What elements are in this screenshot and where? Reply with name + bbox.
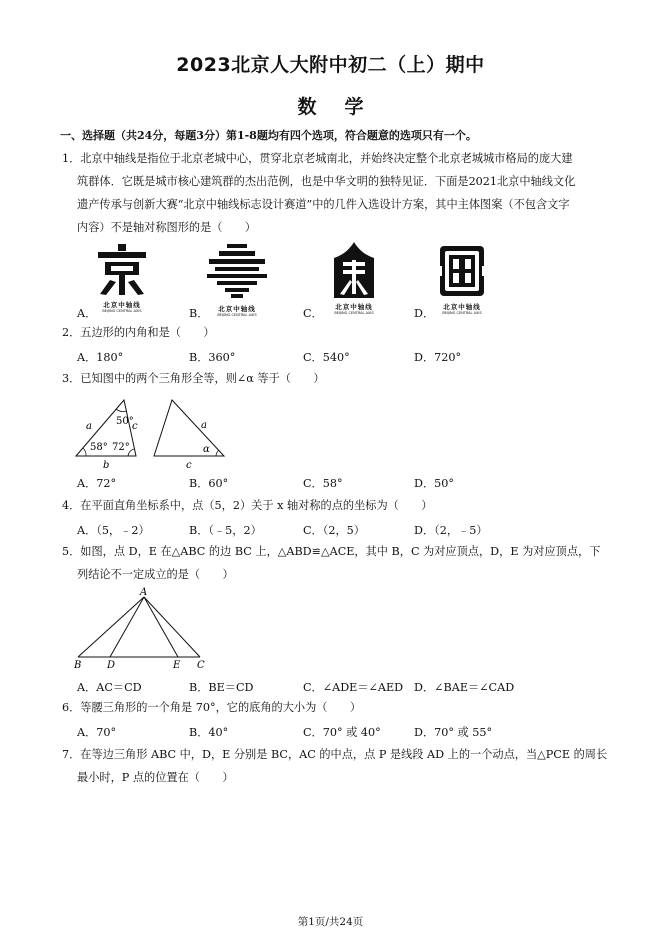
logo-c-subcaption: BEIJING CENTRAL AXIS [334,311,374,315]
figure-point-a: A [140,587,148,598]
t1-angle-top-label: 50° [116,416,134,427]
question-1-line-2: 筑群体．它既是城市核心建筑群的杰出范例，也是中华文明的独特见证．下面是2021北京中轴线文化 [77,175,576,188]
logo-a-subcaption: BEIJING CENTRAL AXIS [102,309,142,313]
question-5-option-a[interactable]: A．AC＝CD [77,681,142,694]
question-1-option-a[interactable]: A． [77,307,97,320]
question-7-line-1: 7．在等边三角形 ABC 中，D，E 分别是 BC，AC 的中点，点 P 是线段 AD 上的一个动点，当△PCE 的周长 [62,748,608,761]
question-1-line-4: 内容）不是轴对称图形的是（ ） [77,221,257,234]
question-3-line-1: 3．已知图中的两个三角形全等，则∠α 等于（ ） [62,372,325,385]
t2-side-c-label: c [186,460,192,471]
question-3-option-d[interactable]: D．50° [414,477,454,490]
t1-side-c-label: c [132,421,138,432]
question-2-line-1: 2．五边形的内角和是（ ） [62,326,215,339]
question-2-option-c[interactable]: C．540° [303,351,350,364]
question-3-option-c[interactable]: C．58° [303,477,343,490]
question-1-option-b[interactable]: B． [189,307,209,320]
question-5-option-c[interactable]: C．∠ADE＝∠AED [303,681,404,694]
page-title: 2023北京人大附中初二（上）期中 [176,54,485,76]
logo-a-caption: 北京中轴线 [103,301,141,309]
question-5-option-d[interactable]: D．∠BAE＝∠CAD [414,681,515,694]
page-number: 第1页/共24页 [297,916,364,928]
question-2-option-d[interactable]: D．720° [414,351,462,364]
t2-side-a-label: a [201,420,207,431]
question-4-option-d[interactable]: D．（2，﹣5） [414,524,488,537]
section-heading: 一、选择题（共24分，每题3分）第1-8题均有四个选项，符合题意的选项只有一个。 [60,129,477,142]
t1-angle-right-label: 72° [112,442,130,453]
logo-c-graphic [326,242,382,298]
figure-point-e: E [173,660,181,670]
logo-d [432,244,492,316]
question-4-option-c[interactable]: C．（2，5） [303,524,365,537]
logo-b-subcaption: BEIJING CENTRAL AXIS [217,313,257,317]
question-5-figure [70,585,215,670]
question-4-line-1: 4．在平面直角坐标系中，点（5，2）关于 x 轴对称的点的坐标为（ ） [62,499,433,512]
question-6-line-1: 6．等腰三角形的一个角是 70°，它的底角的大小为（ ） [62,701,362,714]
question-6-option-d[interactable]: D．70° 或 55° [414,726,493,739]
logo-d-caption: 北京中轴线 [443,303,481,311]
question-6-option-b[interactable]: B．40° [189,726,229,739]
question-2-option-b[interactable]: B．360° [189,351,236,364]
logo-c [326,242,382,314]
question-1-line-1: 1．北京中轴线是指位于北京老城中心，贯穿北京老城南北，并始终决定整个北京老城城市格局的庞大建 [62,152,573,165]
figure-point-b: B [74,660,82,670]
logo-b-graphic [205,244,269,300]
question-6-option-c[interactable]: C．70° 或 40° [303,726,381,739]
question-5-line-1: 5．如图，点 D，E 在△ABC 的边 BC 上，△ABD≌△ACE，其中 B，C 为对应顶点，D，E 为对应顶点，下 [62,545,601,558]
question-2-option-a[interactable]: A．180° [77,351,124,364]
subject-title: 数学 [297,96,392,118]
logo-b-caption: 北京中轴线 [218,305,256,313]
figure-point-d: D [107,660,116,670]
question-5-line-2: 列结论不一定成立的是（ ） [77,568,234,581]
question-7-line-2: 最小时，P 点的位置在（ ） [77,771,234,784]
question-3-figure [70,396,230,474]
logo-a-graphic [92,244,152,296]
t1-side-b-label: b [103,460,110,471]
question-1-option-c[interactable]: C． [303,307,323,320]
t1-side-a-label: a [86,421,92,432]
question-3-option-a[interactable]: A．72° [77,477,117,490]
figure-point-c: C [197,660,205,670]
question-1-line-3: 遗产传承与创新大赛“北京中轴线标志设计赛道”中的几件入选设计方案，其中主体图案（不包含文字 [77,198,570,211]
logo-c-caption: 北京中轴线 [335,303,373,311]
logo-d-graphic [432,244,492,298]
t2-angle-alpha-label: α [203,444,210,455]
question-4-option-b[interactable]: B．（﹣5，2） [189,524,262,537]
question-1-option-d[interactable]: D． [414,307,435,320]
t1-angle-left-label: 58° [90,442,108,453]
logo-b [205,244,269,317]
question-5-option-b[interactable]: B．BE＝CD [189,681,254,694]
logo-d-subcaption: BEIJING CENTRAL AXIS [442,311,482,315]
question-6-option-a[interactable]: A．70° [77,726,117,739]
question-4-option-a[interactable]: A．（5，﹣2） [77,524,150,537]
question-3-option-b[interactable]: B．60° [189,477,229,490]
logo-a [92,244,152,314]
